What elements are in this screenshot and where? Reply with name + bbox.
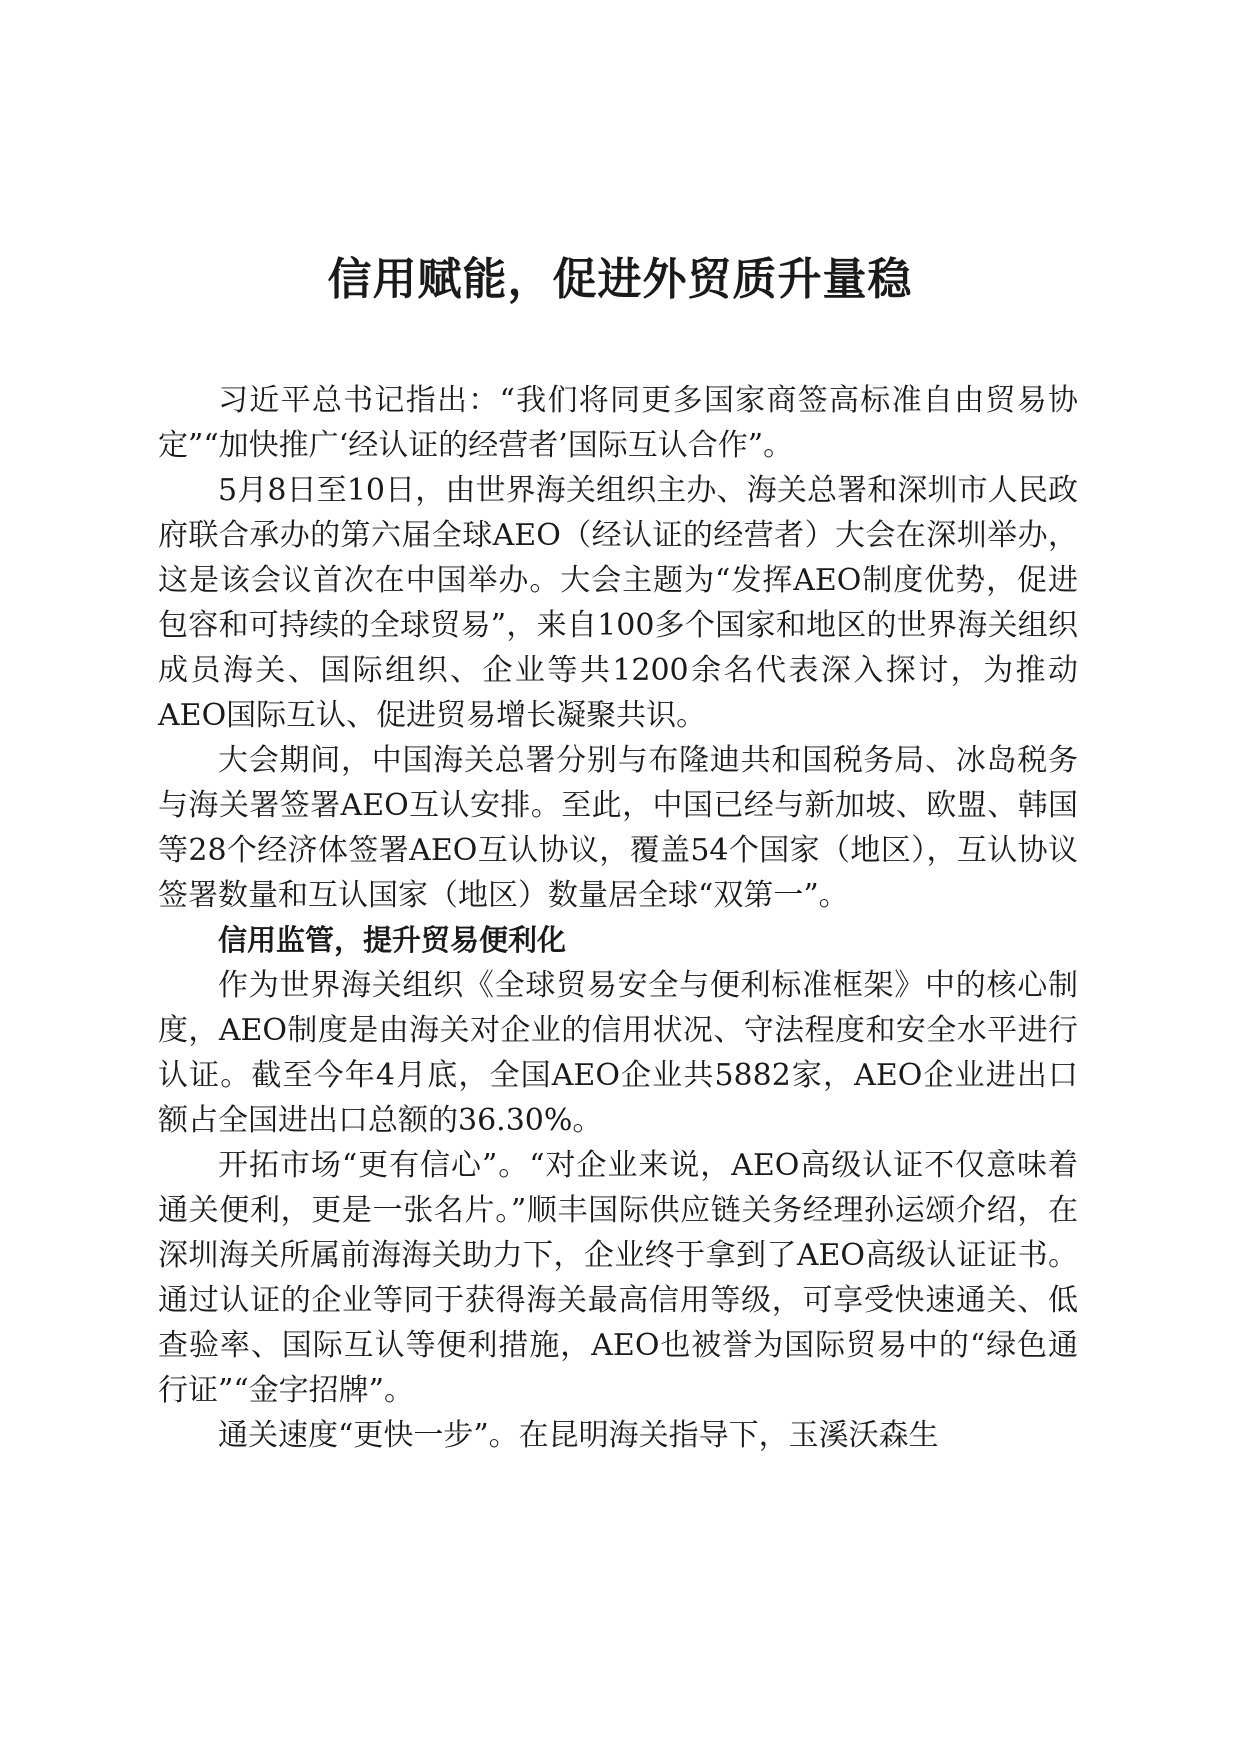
article-title: 信用赋能，促进外贸质升量稳	[327, 254, 913, 305]
paragraph: 作为世界海关组织《全球贸易安全与便利标准框架》中的核心制度，AEO制度是由海关对企业的信用状况、守法程度和安全水平进行认证。截至今年4月底，全国AEO企业共5882家，AEO企业进出口额占全国进出口总额的36.30%。	[158, 968, 1078, 1138]
paragraph: 习近平总书记指出：“我们将同更多国家商签高标准自由贸易协定”“加快推广‘经认证的经营者’国际互认合作”。	[158, 383, 1078, 463]
paragraph: 5月8日至10日，由世界海关组织主办、海关总署和深圳市人民政府联合承办的第六届全球AEO（经认证的经营者）大会在深圳举办，这是该会议首次在中国举办。大会主题为“发挥AEO制度优势，促进包容和可持续的全球贸易”，来自100多个国家和地区的世界海关组织成员海关、国际组织、企业等共1200余名代表深入探讨，为推动AEO国际互认、促进贸易增长凝聚共识。	[158, 473, 1078, 733]
section-subheading: 信用监管，提升贸易便利化	[218, 923, 567, 957]
article-body	[158, 378, 1078, 1458]
paragraph: 大会期间，中国海关总署分别与布隆迪共和国税务局、冰岛税务与海关署签署AEO互认安排。至此，中国已经与新加坡、欧盟、韩国等28个经济体签署AEO互认协议，覆盖54个国家（地区），互认协议签署数量和互认国家（地区）数量居全球“双第一”。	[158, 743, 1078, 913]
paragraph: 通关速度“更快一步”。在昆明海关指导下，玉溪沃森生	[218, 1418, 939, 1453]
paragraph: 开拓市场“更有信心”。“对企业来说，AEO高级认证不仅意味着通关便利，更是一张名片。”顺丰国际供应链关务经理孙运颂介绍，在深圳海关所属前海海关助力下，企业终于拿到了AEO高级认证证书。通过认证的企业等同于获得海关最高信用等级，可享受快速通关、低查验率、国际互认等便利措施，AEO也被誉为国际贸易中的“绿色通行证”“金字招牌”。	[158, 1148, 1078, 1408]
